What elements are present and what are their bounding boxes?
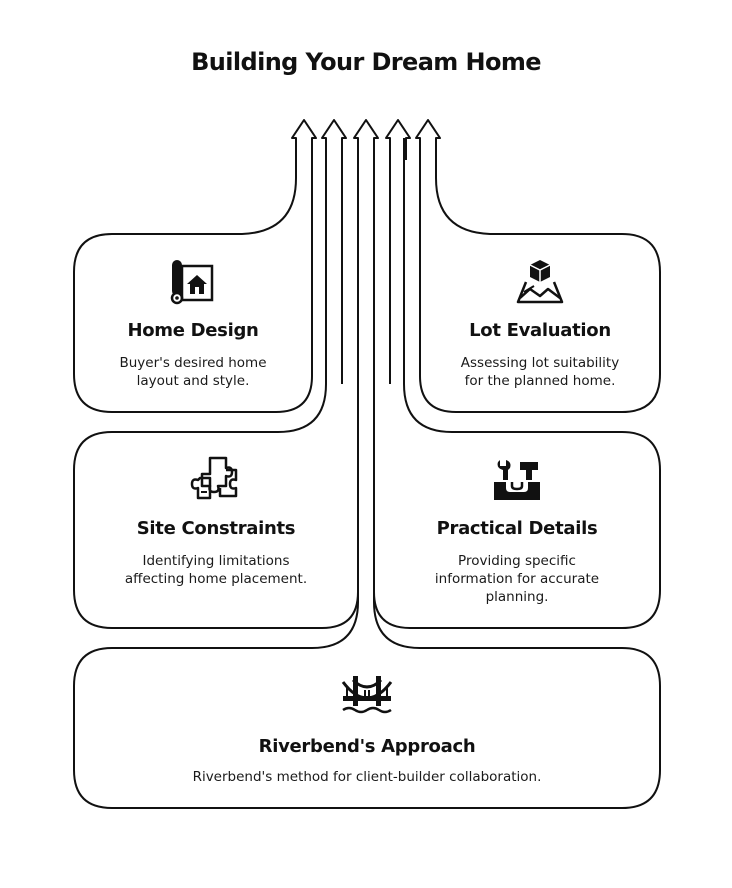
arrow-head-2 (322, 120, 346, 138)
practical-details-desc: Providing specific information for accurate planning. (434, 553, 600, 605)
riverbends-approach-card (74, 648, 660, 808)
arrow-head-4 (386, 120, 410, 138)
blueprint-house-icon (168, 258, 218, 306)
site-constraints-card (74, 432, 358, 628)
arrow-head-3 (354, 120, 378, 138)
lot-evaluation-title: Lot Evaluation (469, 320, 611, 341)
bridge-icon (341, 672, 393, 718)
riverbends-approach-desc: Riverbend's method for client-builder collaboration. (192, 769, 542, 785)
tools-toolbox-icon (490, 456, 544, 506)
home-design-desc: Buyer's desired home layout and style. (119, 355, 267, 389)
home-design-card (74, 234, 312, 412)
lot-evaluation-card (420, 234, 660, 412)
arrow-head-5 (416, 120, 440, 138)
site-constraints-title: Site Constraints (136, 518, 296, 539)
arrow-head-1 (292, 120, 316, 138)
puzzle-pieces-icon (190, 454, 242, 504)
diagram-title: Building Your Dream Home (191, 48, 541, 76)
riverbends-approach-title: Riverbend's Approach (258, 736, 476, 757)
lot-evaluation-desc: Assessing lot suitability for the planned home. (460, 355, 620, 389)
land-plot-cube-icon (514, 256, 566, 306)
practical-details-card (374, 432, 660, 628)
practical-details-title: Practical Details (436, 518, 598, 539)
site-constraints-desc: Identifying limitations affecting home placement. (124, 553, 308, 587)
home-design-title: Home Design (127, 320, 259, 341)
